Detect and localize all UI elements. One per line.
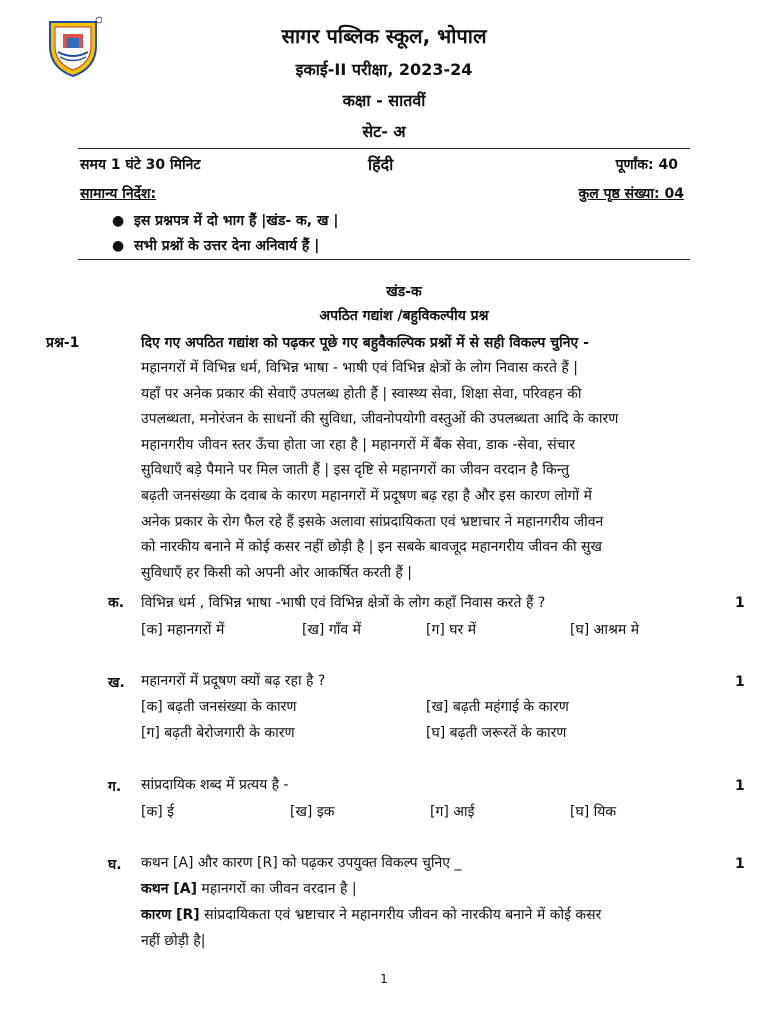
class-title: कक्षा - सातवीं — [342, 91, 426, 110]
max-marks: पूर्णांक: 40 — [615, 157, 678, 173]
option-c: [ग] बढ़ती बेरोजगारी के कारण — [141, 725, 295, 741]
subquestion-marks: 1 — [735, 674, 745, 690]
subquestion-marks: 1 — [735, 856, 745, 872]
passage-line: महानगरों में विभिन्न धर्म, विभिन्न भाषा - भाषी एवं विभिन्न क्षेत्रों के लोग निवास करते हैं | — [141, 360, 578, 376]
passage-line: अनेक प्रकार के रोग फैल रहे हैं इसके अलावा सांप्रदायिकता एवं भ्रष्टाचार ने महानगरीय जीवन — [141, 513, 604, 530]
section-subtitle: अपठित गद्यांश /बहुविकल्पीय प्रश्न — [319, 308, 489, 324]
passage-line: यहाँ पर अनेक प्रकार की सेवाएँ उपलब्ध होती हैं | स्वास्थ्य सेवा, शिक्षा सेवा, परिवहन की — [141, 385, 582, 402]
option-b: [ख] गाँव में — [302, 622, 361, 638]
instruction-item: ● सभी प्रश्नों के उत्तर देना अनिवार्य हैं | — [112, 238, 320, 254]
assertion — [141, 879, 357, 898]
subquestion-label: ग. — [108, 779, 122, 795]
option-b: [ख] बढ़ती महंगाई के कारण — [426, 699, 569, 715]
exam-title: इकाई-II परीक्षा, 2023-24 — [295, 60, 473, 79]
passage-line: उपलब्धता, मनोरंजन के साधनों की सुविधा, जीवनोपयोगी वस्तुओं की उपलब्धता आदि के कारण — [141, 411, 619, 428]
passage-line: बढ़ती जनसंख्या के दवाब के कारण महानगरों में प्रदूषण बढ़ रहा है और इस कारण लोगों में — [141, 487, 592, 504]
divider-top — [78, 148, 690, 149]
option-a: [क] ई — [141, 804, 174, 820]
school-name: सागर पब्लिक स्कूल, भोपाल — [281, 24, 487, 48]
subquestion-text: सांप्रदायिक शब्द में प्रत्यय है - — [141, 777, 289, 793]
subquestion-label: क. — [108, 595, 125, 611]
subquestion-label: ख. — [108, 675, 125, 691]
option-c: [ग] आई — [430, 804, 475, 820]
option-d: [घ] बढ़ती जरूरतें के कारण — [426, 725, 567, 741]
exam-duration: समय 1 घंटे 30 मिनिट — [80, 157, 201, 173]
option-a: [क] बढ़ती जनसंख्या के कारण — [141, 699, 297, 715]
reason-continued: नहीं छोड़ी है| — [141, 933, 206, 949]
subject-name: हिंदी — [368, 155, 394, 174]
subquestion-marks: 1 — [735, 778, 745, 794]
assertion-text: महानगरों का जीवन वरदान है | — [196, 881, 357, 897]
subquestion-text: कथन [A] और कारण [R] को पढ़कर उपयुक्त विकल्प चुनिए _ — [141, 855, 462, 871]
option-a: [क] महानगरों में — [141, 622, 225, 638]
divider-bottom — [78, 259, 690, 260]
section-title: खंड-क — [386, 284, 422, 300]
passage — [141, 356, 721, 586]
general-instructions-heading: सामान्य निर्देश: — [80, 186, 157, 202]
option-d: [घ] यिक — [570, 804, 617, 820]
subquestion-label: घ. — [108, 857, 122, 873]
reason-text: सांप्रदायिकता एवं भ्रष्टाचार ने महानगरीय जीवन को नारकीय बनाने में कोई कसर — [199, 907, 602, 923]
option-c: [ग] घर में — [426, 622, 477, 638]
passage-line: को नारकीय बनाने में कोई कसर नहीं छोड़ी है | इन सबके बावजूद महानगरीय जीवन की सुख — [141, 539, 602, 556]
total-pages: कुल पृष्ठ संख्या: 04 — [578, 186, 684, 202]
option-d: [घ] आश्रम मे — [570, 622, 640, 638]
subquestion-text: महानगरों में प्रदूषण क्यों बढ़ रहा है ? — [141, 673, 326, 689]
reason-label: कारण [R] — [141, 907, 200, 923]
page-number: 1 — [380, 972, 388, 986]
question-prompt: दिए गए अपठित गद्यांश को पढ़कर पूछे गए बहुवैकल्पिक प्रश्नों में से सही विकल्प चुनिए - — [141, 335, 589, 351]
instruction-item: ● इस प्रश्नपत्र में दो भाग हैं |खंड- क, ख | — [112, 213, 339, 229]
set-title: सेट- अ — [362, 122, 406, 141]
passage-line: सुविधाएँ बड़े पैमाने पर मिल जाती हैं | इस दृष्टि से महानगरों का जीवन वरदान है किन्तु — [141, 462, 570, 479]
reason — [141, 905, 721, 924]
passage-line: सुविधाएँ हर किसी को अपनी ओर आकर्षित करती हैं | — [141, 564, 412, 581]
subquestion-marks: 1 — [735, 595, 745, 611]
passage-line: महानगरीय जीवन स्तर ऊँचा होता जा रहा है | महानगरों में बैंक सेवा, डाक -सेवा, संचार — [141, 436, 575, 453]
option-b: [ख] इक — [290, 804, 335, 820]
assertion-label: कथन [A] — [141, 881, 197, 897]
question-number: प्रश्न-1 — [46, 335, 80, 351]
subquestion-text: विभिन्न धर्म , विभिन्न भाषा -भाषी एवं विभिन्न क्षेत्रों के लोग कहाँ निवास करते हैं ? — [141, 595, 546, 611]
